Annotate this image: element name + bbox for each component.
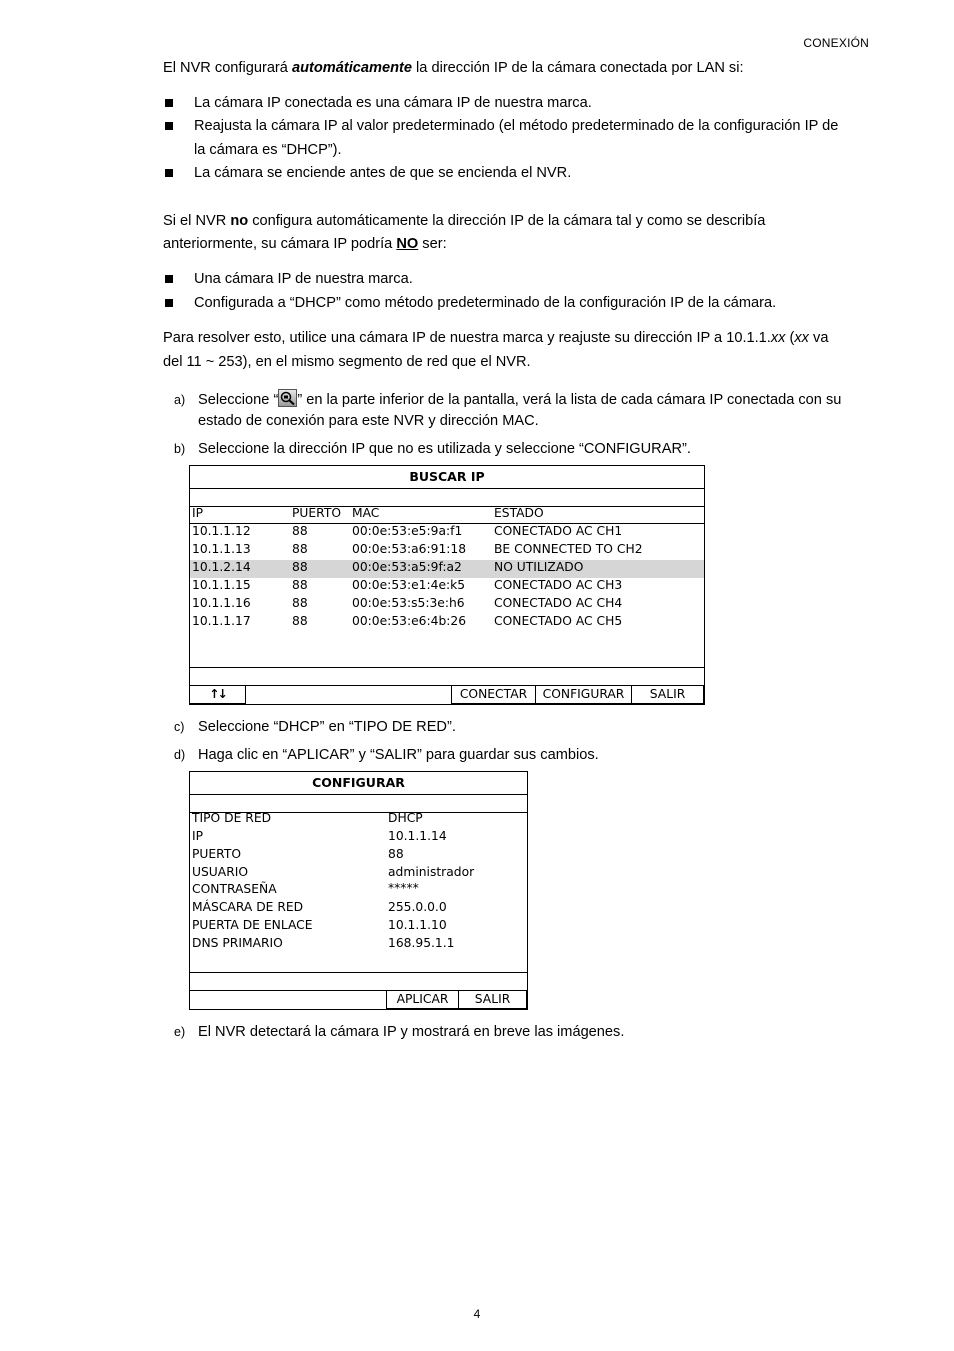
cell-ip: 10.1.1.13 [192,542,251,556]
cell-mac: 00:0e:53:e1:4e:k5 [352,578,466,592]
field-label: MÁSCARA DE RED [192,900,304,914]
network-type-select[interactable]: DHCP [388,811,423,825]
cell-port: 88 [292,596,308,610]
apply-button[interactable]: APLICAR [386,990,459,1009]
intro-emphasis: automáticamente [291,60,412,76]
cell-port: 88 [292,614,308,628]
panel-title: CONFIGURAR [312,775,405,790]
reason-item: Una cámara IP de nuestra marca. [194,271,413,287]
password-field[interactable]: ***** [388,881,419,895]
text-span: Si el NVR [163,213,231,229]
panel-title: BUSCAR IP [409,469,485,484]
text-span: ( [785,330,795,346]
table-row[interactable] [190,614,704,632]
cell-ip: 10.1.1.15 [192,578,251,592]
text-span: Para resolver esto, utilice una cámara IP de nuestra marca y reajuste su dirección IP a 10.1.1. [163,330,771,346]
field-label: CONTRASEÑA [192,882,277,896]
intro-post: la dirección IP de la cámara conectada por LAN si: [412,60,744,76]
cell-status: CONECTADO AC CH5 [494,614,623,628]
step-d-text: Haga clic en “APLICAR” y “SALIR” para guardar sus cambios. [198,747,599,763]
cell-ip: 10.1.2.14 [192,560,251,574]
field-label: PUERTA DE ENLACE [192,918,313,932]
field-label: TIPO DE RED [192,811,272,825]
not-config-line-1 [163,210,765,233]
condition-item-continued: la cámara es “DHCP”). [194,142,342,158]
cell-status: NO UTILIZADO [494,560,584,574]
step-letter: e) [174,1025,186,1039]
text-span: configura automáticamente la dirección IP de la cámara tal y como se describía [248,213,766,229]
cell-mac: 00:0e:53:a5:9f:a2 [352,560,462,574]
exit-button[interactable]: SALIR [631,685,704,704]
bullet-icon [165,275,173,283]
cell-ip: 10.1.1.12 [192,524,251,538]
cell-mac: 00:0e:53:e6:4b:26 [352,614,467,628]
dns-field[interactable]: 168.95.1.1 [388,936,455,950]
cell-status: CONECTADO AC CH3 [494,578,623,592]
cell-port: 88 [292,578,308,592]
connect-button[interactable]: CONECTAR [451,685,536,704]
cell-mac: 00:0e:53:s5:3e:h6 [352,596,465,610]
text-span: Seleccione “ [198,392,279,408]
column-header-mac: MAC [352,506,380,520]
cell-port: 88 [292,560,308,574]
configure-button[interactable]: CONFIGURAR [535,685,632,704]
text-span: ser: [418,236,447,252]
condition-item: La cámara IP conectada es una cámara IP de nuestra marca. [194,95,592,111]
resolve-line-1 [163,327,828,350]
cell-status: CONECTADO AC CH4 [494,596,623,610]
table-row[interactable] [190,578,704,596]
step-a-line-1 [198,389,841,412]
field-label: IP [192,829,204,843]
step-letter: d) [174,748,186,762]
search-ip-panel [189,465,705,705]
text-span: va [808,330,829,346]
step-letter: c) [174,720,185,734]
exit-button[interactable]: SALIR [458,990,527,1009]
table-row-selected[interactable] [190,560,704,578]
cell-ip: 10.1.1.16 [192,596,251,610]
step-letter: b) [174,442,186,456]
cell-status: CONECTADO AC CH1 [494,524,623,538]
text-span: ” en la parte inferior de la pantalla, verá la lista de cada cámara IP conectada con su [297,392,842,408]
not-config-line-2 [163,233,447,256]
cell-mac: 00:0e:53:e5:9a:f1 [352,524,463,538]
text-italic: xx [770,330,786,346]
bullet-icon [165,169,173,177]
bullet-icon [165,299,173,307]
field-label: PUERTO [192,847,242,861]
cell-port: 88 [292,524,308,538]
step-e-text: El NVR detectará la cámara IP y mostrará en breve las imágenes. [198,1024,625,1040]
column-header-ip: IP [192,506,204,520]
intro-pre: El NVR configurará [163,60,292,76]
condition-item: La cámara se enciende antes de que se encienda el NVR. [194,165,572,181]
step-a-line-2: estado de conexión para este NVR y dirección MAC. [198,413,539,429]
user-field[interactable]: administrador [388,865,475,879]
step-letter: a) [174,393,186,407]
netmask-field[interactable]: 255.0.0.0 [388,900,447,914]
cell-port: 88 [292,542,308,556]
cell-ip: 10.1.1.17 [192,614,251,628]
gateway-field[interactable]: 10.1.1.10 [388,918,447,932]
page-number: 4 [473,1307,481,1321]
step-b-text: Seleccione la dirección IP que no es utilizada y seleccione “CONFIGURAR”. [198,441,691,457]
cell-mac: 00:0e:53:a6:91:18 [352,542,467,556]
bullet-icon [165,122,173,130]
step-c-text: Seleccione “DHCP” en “TIPO DE RED”. [198,719,456,735]
table-row[interactable] [190,596,704,614]
condition-item: Reajusta la cámara IP al valor predeterminado (el método predeterminado de la configuración IP de [194,118,839,134]
port-field[interactable]: 88 [388,847,404,861]
bullet-icon [165,99,173,107]
field-label: USUARIO [192,865,249,879]
table-row[interactable] [190,542,704,560]
ip-search-icon [278,389,297,407]
ip-field[interactable]: 10.1.1.14 [388,829,447,843]
text-bold-underline: NO [396,236,419,252]
table-row[interactable] [190,524,704,542]
text-italic: xx [794,330,809,346]
sort-button[interactable]: ↑↓ [189,685,246,704]
column-header-port: PUERTO [292,506,342,520]
cell-status: BE CONNECTED TO CH2 [494,542,643,556]
intro-paragraph [163,57,744,80]
configure-panel [189,771,528,1010]
reason-item: Configurada a “DHCP” como método predeterminado de la configuración IP de la cámara. [194,295,777,311]
text-span: anteriormente, su cámara IP podría [163,236,397,252]
text-bold: no [230,213,249,229]
resolve-line-2: del 11 ~ 253), en el mismo segmento de red que el NVR. [163,354,531,370]
field-label: DNS PRIMARIO [192,936,283,950]
section-header: CONEXIÓN [803,36,869,50]
column-header-status: ESTADO [494,506,544,520]
